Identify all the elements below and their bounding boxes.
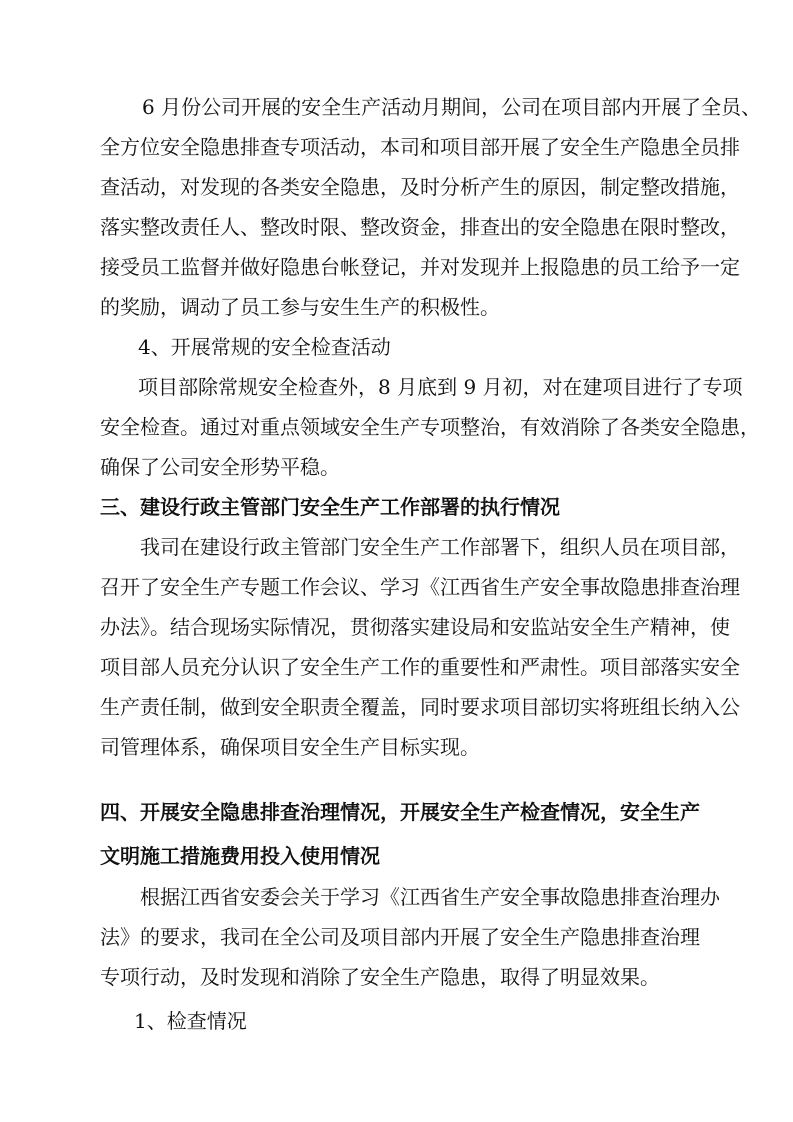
section-3-line-1: 我司在建设行政主管部门安全生产工作部署下，组织人员在项目部，	[140, 535, 740, 559]
section-3-line-4: 项目部人员充分认识了安全生产工作的重要性和严肃性。项目部落实安全	[100, 655, 740, 679]
paragraph-june-line-4: 落实整改责任人、整改时限、整改资金，排查出的安全隐患在限时整改，	[100, 215, 740, 239]
section-4-heading-line-1: 四、开展安全隐患排查治理情况，开展安全生产检查情况，安全生产	[100, 800, 700, 824]
paragraph-inspection-line-3: 确保了公司安全形势平稳。	[100, 455, 340, 479]
paragraph-inspection-line-1: 项目部除常规安全检查外，8 月底到 9 月初，对在建项目进行了专项	[138, 375, 743, 399]
paragraph-june-line-1: 6 月份公司开展的安全生产活动月期间，公司在项目部内开展了全员、	[142, 95, 762, 119]
section-3-line-3: 办法》。结合现场实际情况，贯彻落实建设局和安监站安全生产精神，使	[100, 615, 730, 639]
subheading-inspection-status: 1、检查情况	[134, 1009, 247, 1033]
section-4-line-1: 根据江西省安委会关于学习《江西省生产安全事故隐患排查治理办	[140, 885, 720, 909]
paragraph-june-line-3: 查活动，对发现的各类安全隐患，及时分析产生的原因，制定整改措施，	[100, 175, 740, 199]
section-4-heading-line-2: 文明施工措施费用投入使用情况	[100, 844, 380, 868]
paragraph-june-line-2: 全方位安全隐患排查专项活动，本司和项目部开展了安全生产隐患全员排	[100, 135, 740, 159]
subheading-routine-inspection: 4、开展常规的安全检查活动	[138, 335, 391, 359]
section-3-line-6: 司管理体系，确保项目安全生产目标实现。	[100, 735, 480, 759]
paragraph-inspection-line-2: 安全检查。通过对重点领域安全生产专项整治，有效消除了各类安全隐患，	[100, 415, 760, 439]
section-3-heading: 三、建设行政主管部门安全生产工作部署的执行情况	[100, 495, 560, 519]
section-4-line-3: 专项行动，及时发现和消除了安全生产隐患，取得了明显效果。	[100, 965, 660, 989]
section-4-line-2: 法》的要求，我司在全公司及项目部内开展了安全生产隐患排查治理	[100, 925, 700, 949]
section-3-line-5: 生产责任制，做到安全职责全覆盖，同时要求项目部切实将班组长纳入公	[100, 695, 740, 719]
paragraph-june-line-6: 的奖励，调动了员工参与安生生产的积极性。	[100, 295, 500, 319]
section-3-line-2: 召开了安全生产专题工作会议、学习《江西省生产安全事故隐患排查治理	[100, 575, 740, 599]
paragraph-june-line-5: 接受员工监督并做好隐患台帐登记，并对发现并上报隐患的员工给予一定	[100, 255, 740, 279]
